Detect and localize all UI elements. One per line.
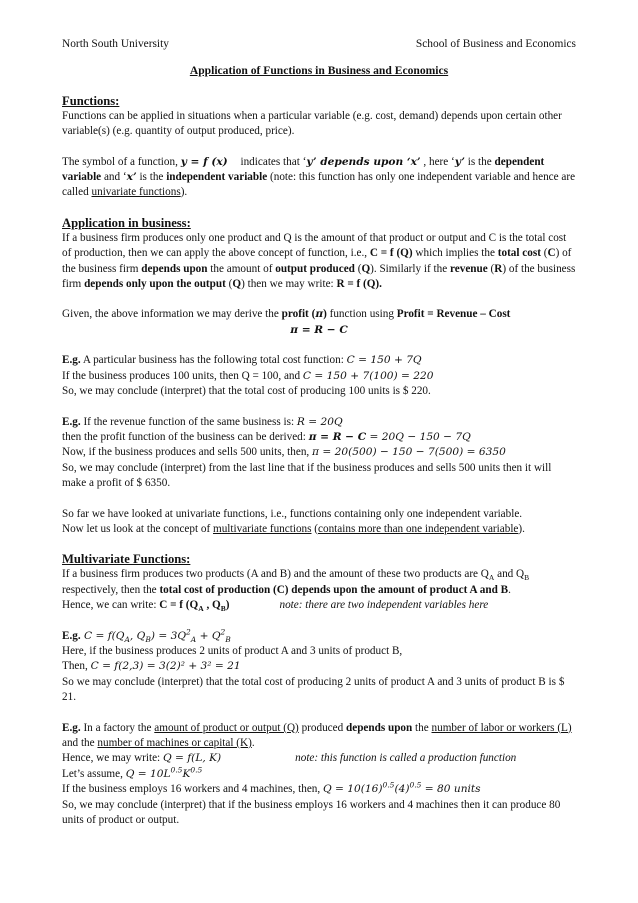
example-2-line-2: then the profit function of the business can be derived: π = R − C = 20Q − 150 − 7Q [62,430,471,443]
functions-paragraph-2: The symbol of a function, y = f (x) indicates that ‘y’ depends upon ‘x’ , here ‘y’ is the dependent variable and ‘x’ is the independent variable (note: this function has only one independent variable and hence are called univariate functions). [62,155,576,199]
example-1-line-1: E.g. A particular business has the following total cost function: C = 150 + 7Q [62,354,422,367]
header-school: School of Business and Economics [415,38,576,50]
page-header [62,37,576,52]
profit-formula: π = R − C [290,323,348,336]
multivariate-paragraph-1: If a business firm produces two products (A and B) and the amount of these two products are $Q_A$ and $Q_B$ respectively, then the total cost of production (C) depends upon the amount of product A and B. [62,568,530,596]
functions-paragraph-1: Functions can be applied in situations when a particular variable (e.g. cost, demand) depends upon certain other variable(s) (e.g. quantity of output produced, price). [62,109,562,138]
mv-example-1-line-3: Then, C = f(2,3) = 3(2)² + 3² = 21 [62,660,241,673]
mv-example-2-line-2: Hence, we may write: Q = f(L, K) note: this function is called a production function [62,752,517,765]
example-2-line-3: Now, if the business produces and sells 500 units, then, π = 20(500) − 150 − 7(500) = 6350 [62,446,506,459]
mv-example-2-line-3: Let’s assume, $Q = 10L^{0.5}K^{0.5}$ [62,765,203,780]
multivariate-intro: Now let us look at the concept of multivariate functions (contains more than one independent variable). [62,522,525,535]
section-heading-multivariate: Multivariate Functions: [62,552,191,567]
mv-example-1-line-1: E.g. $C = f(Q_A$, $Q_B) = 3Q^2_A + Q^2_B$ [62,627,231,644]
mv-example-2-line-5: So, we may conclude (interpret) that if the business employs 16 workers and 4 machines then it can produce 80 units of product or output. [62,798,561,827]
section-heading-application: Application in business: [62,215,191,230]
mv-example-2-line-4: If the business employs 16 workers and 4 machines, then, $Q = 10(16)^{0.5}(4)^{0.5} = 80$ units [62,780,481,796]
example-1-line-2: If the business produces 100 units, then Q = 100, and C = 150 + 7(100) = 220 [62,369,434,382]
section-heading-functions: Functions: [62,93,120,108]
profit-intro-line: Given, the above information we may derive the profit (π) function using Profit = Revenue – Cost [62,308,511,321]
mv-example-1-line-2: Here, if the business produces 2 units of product A and 3 units of product B, [62,644,403,657]
application-paragraph-1: If a business firm produces only one product and Q is the amount of that product or output and C is the total cost of production, then we can apply the above concept of function, i.e., C = f (Q) which implies the total cost (C) of the business firm depends upon the amount of output produced (Q). Similarly if the revenue (R) of the business firm depends only upon the output (Q) then we may write: R = f (Q). [62,231,576,291]
example-2-line-4: So, we may conclude (interpret) from the last line that if the business produces and sells 500 units then it will make a profit of $ 6350. [62,461,552,490]
multivariate-paragraph-2: Hence, we can write: C = f ($Q_A$ , $Q_B$) note: there are two independent variables here [62,599,489,614]
header-university: North South University [62,38,169,50]
mv-example-1-line-4: So we may conclude (interpret) that the total cost of producing 2 units of product A and 3 units of product B is $ 21. [62,675,565,704]
example-2-line-1: E.g. If the revenue function of the same business is: R = 20Q [62,415,343,428]
mv-example-2-line-1: E.g. In a factory the amount of product or output (Q) produced depends upon the number of labor or workers (L) and the number of machines or capital (K). [62,721,572,749]
example-1-line-3: So, we may conclude (interpret) that the total cost of producing 100 units is $ 220. [62,385,431,398]
univariate-summary: So far we have looked at univariate functions, i.e., functions containing only one independent variable. [62,507,523,520]
document-title: Application of Functions in Business and Economics [189,64,449,78]
